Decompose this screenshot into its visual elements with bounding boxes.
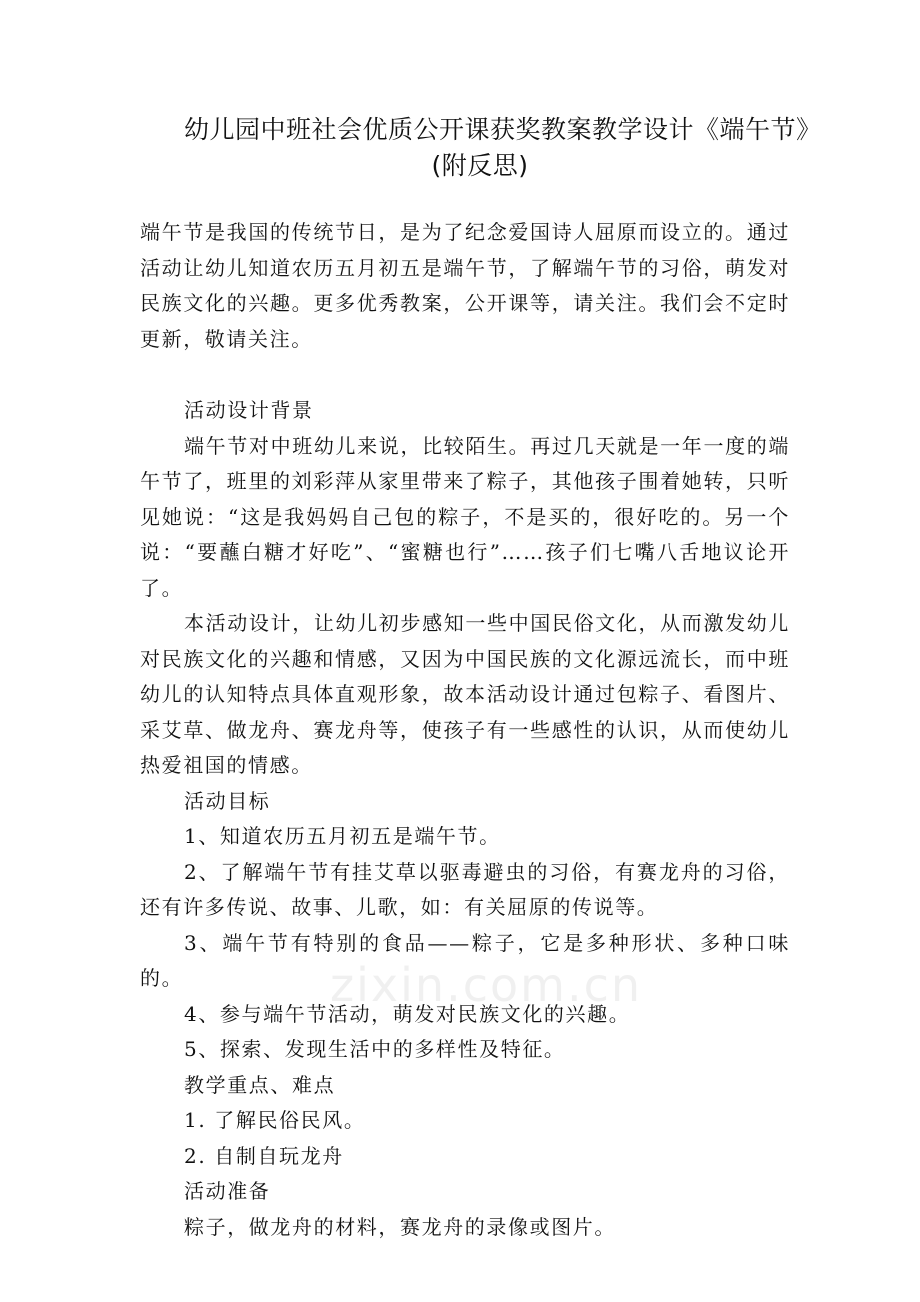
design-paragraph: 本活动设计，让幼儿初步感知一些中国民俗文化，从而激发幼儿对民族文化的兴趣和情感，又因为中国民族的文化源远流长，而中班幼儿的认知特点具体直观形象，故本活动设计通过包粽子、看图片、采艾草、做龙舟、赛龙舟等，使孩子有一些感性的认识，从而使幼儿热爱祖国的情感。 <box>140 611 790 777</box>
heading-key-points: 教学重点、难点 <box>184 1072 336 1097</box>
preparation-paragraph: 粽子，做龙舟的材料，赛龙舟的录像或图片。 <box>184 1214 616 1239</box>
heading-goals: 活动目标 <box>184 788 271 813</box>
goal-item: 2、了解端午节有挂艾草以驱毒避虫的习俗，有赛龙舟的习俗，还有许多传说、故事、儿歌，如：有关屈原的传说等。 <box>140 859 790 919</box>
heading-background: 活动设计背景 <box>184 398 314 422</box>
title-line-1: 幼儿园中班社会优质公开课获奖教案教学设计《端午节》 <box>184 115 822 144</box>
key-point-item: 2. 自制自玩龙舟 <box>184 1143 344 1168</box>
paragraph-gap <box>140 357 790 393</box>
document-body <box>140 215 790 1245</box>
goal-item: 4、参与端午节活动，萌发对民族文化的兴趣。 <box>184 1001 631 1026</box>
goal-item: 1、知道农历五月初五是端午节。 <box>184 824 501 848</box>
goal-item: 5、探索、发现生活中的多样性及特征。 <box>184 1037 566 1061</box>
intro-paragraph: 端午节是我国的传统节日，是为了纪念爱国诗人屈原而设立的。通过活动让幼儿知道农历五月初五是端午节，了解端午节的习俗，萌发对民族文化的兴趣。更多优秀教案，公开课等，请关注。我们会不定时更新，敬请关注。 <box>140 220 790 351</box>
goal-item: 3、端午节有特别的食品——粽子，它是多种形状、多种口味的。 <box>140 930 790 990</box>
background-paragraph: 端午节对中班幼儿来说，比较陌生。再过几天就是一年一度的端午节了，班里的刘彩萍从家里带来了粽子，其他孩子围着她转，只听见她说：“这是我妈妈自己包的粽子，不是买的，很好吃的。另一个说：“要蘸白糖才好吃”、“蜜糖也行”……孩子们七嘴八舌地议论开了。 <box>140 433 790 600</box>
key-point-item: 1. 了解民俗民风。 <box>184 1108 366 1132</box>
heading-preparation: 活动准备 <box>184 1179 271 1203</box>
title-line-2: (附反思) <box>431 151 529 180</box>
watermark: zixin.com.cn <box>330 958 643 1012</box>
document-title <box>160 112 822 184</box>
